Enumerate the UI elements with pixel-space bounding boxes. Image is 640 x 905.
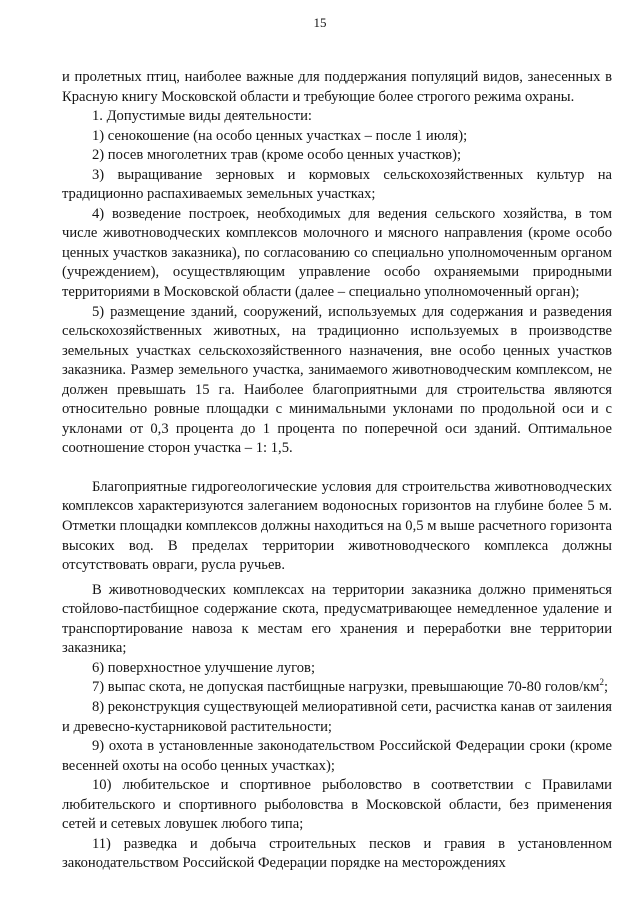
list-item: 1) сенокошение (на особо ценных участках – после 1 июля); (92, 127, 468, 144)
list-item: 10) любительское и спортивное рыболовство в соответствии с Правилами любительского и спортивного рыболовства в Московской области, без применения сетей и сетевых ловушек любого типа; (62, 777, 612, 833)
paragraph: В животноводческих комплексах на территории заказника должно применяться стойлово-пастбищное содержание скота, предусматривающее немедленное удаление и транспортирование навоза к местам его хранения и переработки вне территории заказника; (62, 581, 612, 657)
list-item: 3) выращивание зерновых и кормовых сельскохозяйственных культур на традиционно распахиваемых земельных участках; (62, 166, 612, 203)
list-item: 9) охота в установленные законодательством Российской Федерации сроки (кроме весенней охоты на особо ценных участках); (62, 738, 612, 774)
paragraph: и пролетных птиц, наиболее важные для поддержания популяций видов, занесенных в Красную книгу Московской области и требующие более строгого режима охраны. (62, 69, 612, 105)
document-body (62, 68, 612, 874)
superscript: 2 (599, 677, 604, 688)
page-number: 15 (313, 15, 327, 30)
list-item: 6) поверхностное улучшение лугов; (92, 659, 316, 676)
list-item-text: 7) выпас скота, не допуская пастбищные нагрузки, превышающие 70-80 голов/км (92, 679, 600, 696)
list-item: 8) реконструкция существующей мелиоративной сети, расчистка канав от заиления и древесно-кустарниковой растительности; (62, 698, 612, 735)
punctuation: ; (603, 679, 609, 696)
list-item: 5) размещение зданий, сооружений, используемых для содержания и разведения сельскохозяйственных животных, на традиционно используемых в производстве земельных участках сельскохозяйственного назначения, вне особо ценных участков заказника. Размер земельного участка, занимаемого животноводческим комплексом, не должен превышать 15 га. Наиболее благоприятными для строительства являются относительно ровные площадки с минимальными уклонами по продольной оси и с уклонами от 0,3 процента до 1 процента по поперечной оси зданий. Оптимальное соотношение сторон участка – 1: 1,5. (62, 303, 612, 457)
paragraph: 1. Допустимые виды деятельности: (92, 108, 312, 125)
list-item (62, 678, 612, 698)
paragraph: Благоприятные гидрогеологические условия для строительства животноводческих комплексов характеризуются залеганием водоносных горизонтов на глубине более 5 м. Отметки площадки комплексов должны находиться на 0,5 м выше расчетного горизонта высоких вод. В пределах территории животноводческого комплекса должны отсутствовать овраги, русла ручьев. (62, 478, 612, 574)
list-item: 4) возведение построек, необходимых для ведения сельского хозяйства, в том числе животноводческих комплексов молочного и мясного направления (кроме особо ценных участков заказника), по согласованию со специально уполномоченным органом (учреждением), осуществляющим управление особо охраняемыми природными территориями в Московской области (далее – специально уполномоченный орган); (62, 205, 612, 301)
list-item: 11) разведка и добыча строительных песков и гравия в установленном законодательством Российской Федерации порядке на месторождениях (62, 835, 612, 872)
list-item: 2) посев многолетних трав (кроме особо ценных участков); (92, 147, 462, 164)
